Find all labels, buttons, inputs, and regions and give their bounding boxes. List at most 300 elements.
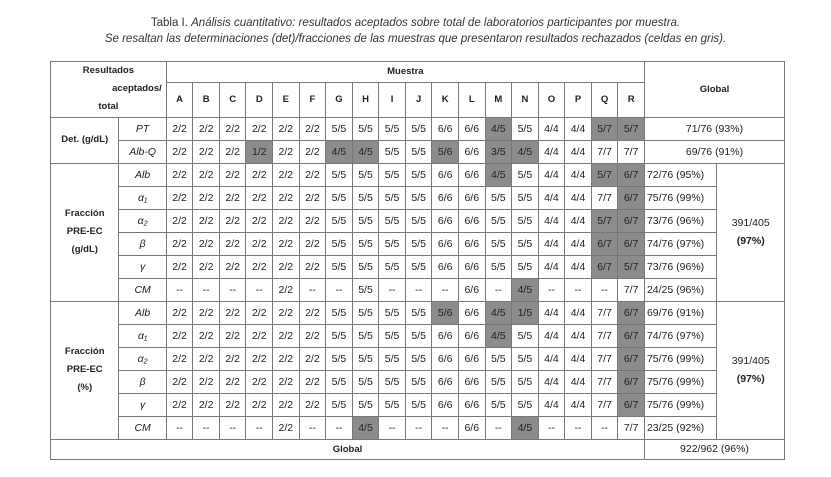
result-cell: 4/5 <box>485 324 512 347</box>
result-cell: 5/5 <box>326 209 353 232</box>
result-cell: 6/6 <box>458 232 485 255</box>
result-cell: 5/5 <box>405 117 432 140</box>
footer-row <box>51 439 785 459</box>
header-row-1 <box>51 62 785 83</box>
row-sublabel: α₂ <box>119 347 166 370</box>
result-cell: -- <box>326 278 353 301</box>
row-global-percent: (99%) <box>676 191 705 204</box>
section-label <box>51 117 119 163</box>
result-cell: 6/6 <box>458 163 485 186</box>
footer-global-cell <box>644 439 784 459</box>
row-global-cell <box>644 209 716 232</box>
row-global-percent: (99%) <box>676 398 705 411</box>
result-cell: -- <box>219 416 246 439</box>
sample-header: P <box>565 82 592 117</box>
result-cell: 2/2 <box>273 117 300 140</box>
sample-header: C <box>219 82 246 117</box>
row-global-value: 75/76 <box>646 352 677 365</box>
row-global-cell <box>644 416 716 439</box>
table-row <box>51 301 785 324</box>
result-cell: 5/5 <box>352 278 379 301</box>
row-global-value: 75/76 <box>646 191 677 204</box>
row-global-value: 75/76 <box>646 398 677 411</box>
result-cell: 2/2 <box>219 209 246 232</box>
result-cell: 4/5 <box>512 140 539 163</box>
result-cell: 6/7 <box>618 301 645 324</box>
section-label <box>51 163 119 301</box>
section-label-line: Fracción <box>64 346 105 358</box>
result-cell: 5/5 <box>512 163 539 186</box>
result-cell: 2/2 <box>193 117 220 140</box>
result-cell: 5/5 <box>379 255 406 278</box>
result-cell: 2/2 <box>246 163 273 186</box>
section-label-line: PRE-EC <box>66 364 103 376</box>
result-cell: 5/7 <box>618 117 645 140</box>
result-cell: 2/2 <box>166 255 193 278</box>
result-cell: 6/7 <box>618 232 645 255</box>
row-sublabel: CM <box>119 416 166 439</box>
table-row <box>51 186 785 209</box>
result-cell: 2/2 <box>193 370 220 393</box>
result-cell: 7/7 <box>618 278 645 301</box>
result-cell: 6/7 <box>618 186 645 209</box>
result-cell: 2/2 <box>299 209 326 232</box>
result-cell: 5/7 <box>591 117 618 140</box>
result-cell: 2/2 <box>219 324 246 347</box>
result-cell: 5/6 <box>432 301 459 324</box>
row-global-percent: (99%) <box>676 375 705 388</box>
result-cell: 4/4 <box>538 255 565 278</box>
result-cell: -- <box>379 416 406 439</box>
row-sublabel: α₁ <box>119 186 166 209</box>
row-global-percent: (97%) <box>676 329 705 342</box>
result-cell: 4/5 <box>512 278 539 301</box>
row-global-percent: (97%) <box>676 237 705 250</box>
result-cell: 5/5 <box>352 301 379 324</box>
result-cell: 2/2 <box>299 255 326 278</box>
result-cell: -- <box>591 416 618 439</box>
table-row <box>51 416 785 439</box>
result-cell: 5/5 <box>405 186 432 209</box>
result-cell: 4/4 <box>565 186 592 209</box>
result-cell: 5/5 <box>485 186 512 209</box>
result-cell: 2/2 <box>193 347 220 370</box>
result-cell: 5/5 <box>485 232 512 255</box>
result-cell: 2/2 <box>299 370 326 393</box>
result-cell: 4/4 <box>538 232 565 255</box>
result-cell: 5/5 <box>512 393 539 416</box>
result-cell: 2/2 <box>219 255 246 278</box>
row-global-percent: (96%) <box>676 283 705 296</box>
row-global-value: 73/76 <box>646 214 677 227</box>
sample-header: J <box>405 82 432 117</box>
result-cell: 5/5 <box>326 324 353 347</box>
sample-header: R <box>618 82 645 117</box>
result-cell: 5/5 <box>512 324 539 347</box>
result-cell: 2/2 <box>193 301 220 324</box>
result-cell: 6/6 <box>432 186 459 209</box>
result-cell: 5/5 <box>379 186 406 209</box>
result-cell: 5/5 <box>379 140 406 163</box>
result-cell: -- <box>193 278 220 301</box>
result-cell: 4/5 <box>485 117 512 140</box>
result-cell: 2/2 <box>273 301 300 324</box>
result-cell: 5/7 <box>618 255 645 278</box>
result-cell: 4/4 <box>538 140 565 163</box>
result-cell: 4/4 <box>538 324 565 347</box>
row-global-cell <box>644 232 716 255</box>
footer-global-percent: (96%) <box>720 443 749 456</box>
result-cell: 4/4 <box>538 370 565 393</box>
result-cell: 2/2 <box>273 232 300 255</box>
result-cell: 5/5 <box>326 186 353 209</box>
caption-prefix: Tabla I. <box>150 17 192 29</box>
result-cell: 7/7 <box>591 393 618 416</box>
row-global-cell <box>644 278 716 301</box>
result-cell: 5/5 <box>352 186 379 209</box>
section-label-line: Det. (g/dL) <box>61 134 109 146</box>
result-cell: -- <box>432 278 459 301</box>
result-cell: -- <box>166 278 193 301</box>
row-sublabel: β <box>119 232 166 255</box>
result-cell: 4/4 <box>538 301 565 324</box>
row-sublabel: Alb-Q <box>119 140 166 163</box>
result-cell: 5/5 <box>512 347 539 370</box>
result-cell: 5/5 <box>352 209 379 232</box>
result-cell: 5/5 <box>352 347 379 370</box>
result-cell: 5/5 <box>405 370 432 393</box>
result-cell: 2/2 <box>273 278 300 301</box>
result-cell: 5/5 <box>379 163 406 186</box>
result-cell: 5/5 <box>512 255 539 278</box>
result-cell: 2/2 <box>246 209 273 232</box>
result-cell: -- <box>193 416 220 439</box>
corner-header-line: total <box>98 101 119 113</box>
result-cell: 4/4 <box>565 209 592 232</box>
result-cell: 2/2 <box>273 186 300 209</box>
result-cell: 5/5 <box>326 232 353 255</box>
result-cell: 2/2 <box>299 117 326 140</box>
result-cell: 5/5 <box>379 370 406 393</box>
result-cell: 6/6 <box>458 186 485 209</box>
result-cell: 5/5 <box>512 232 539 255</box>
result-cell: 4/5 <box>352 416 379 439</box>
section-total-cell <box>717 163 785 301</box>
result-cell: 5/5 <box>352 232 379 255</box>
result-cell: 5/5 <box>326 347 353 370</box>
result-cell: -- <box>246 416 273 439</box>
result-cell: 6/6 <box>458 370 485 393</box>
caption-line-1 <box>0 15 831 31</box>
result-cell: 6/6 <box>432 232 459 255</box>
result-cell: 5/5 <box>379 232 406 255</box>
result-cell: 6/6 <box>432 370 459 393</box>
result-cell: 5/5 <box>326 370 353 393</box>
result-cell: 6/6 <box>432 324 459 347</box>
section-total-percent: (97%) <box>736 235 765 248</box>
result-cell: 2/2 <box>219 140 246 163</box>
row-global-cell <box>644 347 716 370</box>
result-cell: 5/5 <box>326 117 353 140</box>
result-cell: 2/2 <box>246 370 273 393</box>
sample-header: E <box>273 82 300 117</box>
result-cell: 6/6 <box>458 416 485 439</box>
result-cell: 5/5 <box>485 255 512 278</box>
result-cell: -- <box>591 278 618 301</box>
row-global-percent: (93%) <box>715 122 744 135</box>
result-cell: 2/2 <box>273 393 300 416</box>
result-cell: 2/2 <box>299 347 326 370</box>
result-cell: -- <box>326 416 353 439</box>
global-header: Global <box>644 62 784 118</box>
result-cell: 5/5 <box>326 301 353 324</box>
result-cell: 6/6 <box>458 347 485 370</box>
result-cell: 7/7 <box>591 324 618 347</box>
result-cell: 2/2 <box>246 117 273 140</box>
result-cell: 5/5 <box>379 347 406 370</box>
result-cell: 5/5 <box>512 186 539 209</box>
row-sublabel: CM <box>119 278 166 301</box>
result-cell: 2/2 <box>166 209 193 232</box>
sample-header: B <box>193 82 220 117</box>
row-global-cell <box>644 393 716 416</box>
result-cell: 4/5 <box>485 163 512 186</box>
row-global-value: 75/76 <box>646 375 677 388</box>
table-row <box>51 347 785 370</box>
result-cell: 2/2 <box>299 324 326 347</box>
result-cell: 6/6 <box>458 255 485 278</box>
sample-header: K <box>432 82 459 117</box>
result-cell: 5/5 <box>405 301 432 324</box>
result-cell: 5/5 <box>326 255 353 278</box>
result-cell: 6/6 <box>432 163 459 186</box>
result-cell: 6/6 <box>458 209 485 232</box>
result-cell: 7/7 <box>591 186 618 209</box>
result-cell: 7/7 <box>618 140 645 163</box>
table-row <box>51 209 785 232</box>
row-global-value: 73/76 <box>646 260 677 273</box>
sample-header: F <box>299 82 326 117</box>
row-global-percent: (92%) <box>676 421 705 434</box>
result-cell: 5/5 <box>352 370 379 393</box>
section-label-line: (g/dL) <box>71 244 98 256</box>
result-cell: 6/6 <box>432 255 459 278</box>
result-cell: 2/2 <box>166 370 193 393</box>
result-cell: -- <box>299 278 326 301</box>
result-cell: 2/2 <box>299 140 326 163</box>
result-cell: -- <box>246 278 273 301</box>
result-cell: 5/5 <box>379 393 406 416</box>
result-cell: 6/7 <box>618 163 645 186</box>
sample-header: G <box>326 82 353 117</box>
table-row <box>51 370 785 393</box>
result-cell: 5/5 <box>405 324 432 347</box>
corner-header <box>51 62 167 118</box>
result-cell: 6/7 <box>618 370 645 393</box>
row-sublabel: β <box>119 370 166 393</box>
corner-header-line: aceptados/ <box>112 83 162 95</box>
result-cell: 5/5 <box>352 255 379 278</box>
result-cell: 2/2 <box>299 163 326 186</box>
row-sublabel: Alb <box>119 163 166 186</box>
table-row <box>51 163 785 186</box>
row-global-value: 24/25 <box>646 283 677 296</box>
result-cell: 5/5 <box>485 209 512 232</box>
result-cell: 6/7 <box>618 209 645 232</box>
footer-label: Global <box>51 439 645 459</box>
result-cell: 2/2 <box>219 163 246 186</box>
result-cell: 2/2 <box>193 209 220 232</box>
result-cell: 2/2 <box>273 140 300 163</box>
result-cell: 4/4 <box>565 232 592 255</box>
section-label-line: Fracción <box>64 208 105 220</box>
result-cell: 6/7 <box>618 324 645 347</box>
row-sublabel: PT <box>119 117 166 140</box>
result-cell: 6/7 <box>591 232 618 255</box>
row-global-value: 74/76 <box>646 237 677 250</box>
result-cell: 5/5 <box>352 163 379 186</box>
row-global-value: 71/76 <box>685 122 716 135</box>
sample-header: M <box>485 82 512 117</box>
result-cell: 2/2 <box>273 209 300 232</box>
result-cell: 5/5 <box>485 370 512 393</box>
result-cell: 4/4 <box>565 393 592 416</box>
section-label <box>51 301 119 439</box>
sample-header: A <box>166 82 193 117</box>
result-cell: 5/5 <box>485 347 512 370</box>
result-cell: 5/5 <box>405 393 432 416</box>
result-cell: 4/4 <box>565 301 592 324</box>
result-cell: -- <box>485 278 512 301</box>
sample-header: H <box>352 82 379 117</box>
caption-line-2 <box>0 31 831 47</box>
muestra-header: Muestra <box>166 62 644 83</box>
result-cell: 5/5 <box>352 393 379 416</box>
row-sublabel: γ <box>119 255 166 278</box>
result-cell: -- <box>538 278 565 301</box>
result-cell: -- <box>405 278 432 301</box>
result-cell: 6/6 <box>458 393 485 416</box>
result-cell: 2/2 <box>273 324 300 347</box>
result-cell: 7/7 <box>618 416 645 439</box>
row-global-cell <box>644 186 716 209</box>
result-cell: 2/2 <box>273 370 300 393</box>
result-cell: 2/2 <box>273 163 300 186</box>
result-cell: 2/2 <box>273 255 300 278</box>
result-cell: 2/2 <box>193 163 220 186</box>
result-cell: 2/2 <box>193 324 220 347</box>
row-sublabel: γ <box>119 393 166 416</box>
result-cell: 5/5 <box>405 255 432 278</box>
result-cell: 5/7 <box>591 163 618 186</box>
result-cell: 2/2 <box>166 324 193 347</box>
result-cell: 7/7 <box>591 140 618 163</box>
result-cell: 4/4 <box>538 186 565 209</box>
result-cell: 5/5 <box>379 209 406 232</box>
section-label-line: (%) <box>77 382 93 394</box>
table-row <box>51 232 785 255</box>
sample-header: Q <box>591 82 618 117</box>
table-row <box>51 140 785 163</box>
result-cell: 4/4 <box>565 347 592 370</box>
result-cell: 6/6 <box>458 117 485 140</box>
row-sublabel: α₁ <box>119 324 166 347</box>
result-cell: 2/2 <box>166 232 193 255</box>
result-cell: 2/2 <box>273 416 300 439</box>
result-cell: 5/7 <box>591 209 618 232</box>
result-cell: 4/5 <box>512 416 539 439</box>
result-cell: 2/2 <box>193 140 220 163</box>
result-cell: -- <box>405 416 432 439</box>
results-table <box>50 61 785 460</box>
result-cell: 4/4 <box>538 347 565 370</box>
result-cell: -- <box>485 416 512 439</box>
result-cell: 5/5 <box>405 347 432 370</box>
result-cell: 5/5 <box>485 393 512 416</box>
result-cell: 7/7 <box>591 347 618 370</box>
row-global-value: 69/76 <box>685 145 716 158</box>
result-cell: 5/5 <box>379 324 406 347</box>
result-cell: 2/2 <box>299 301 326 324</box>
result-cell: 4/5 <box>326 140 353 163</box>
result-cell: 2/2 <box>246 324 273 347</box>
result-cell: 4/5 <box>485 301 512 324</box>
sample-header: D <box>246 82 273 117</box>
caption-line-2-text: Se resaltan las determinaciones (det)/fracciones de las muestras que presentaron resultados rechazados (celdas en gris). <box>104 33 727 45</box>
result-cell: -- <box>432 416 459 439</box>
result-cell: 2/2 <box>166 393 193 416</box>
result-cell: 7/7 <box>591 370 618 393</box>
caption-line-1-text: Análisis cuantitativo: resultados aceptados sobre total de laboratorios participantes por muestra. <box>191 17 681 29</box>
corner-header-line: Resultados <box>82 65 134 77</box>
result-cell: 4/4 <box>565 324 592 347</box>
result-cell: 2/2 <box>246 301 273 324</box>
result-cell: -- <box>219 278 246 301</box>
row-global-percent: (99%) <box>676 352 705 365</box>
result-cell: 6/6 <box>458 324 485 347</box>
result-cell: 4/4 <box>565 117 592 140</box>
footer-global-value: 922/962 <box>680 443 721 456</box>
result-cell: 4/4 <box>565 370 592 393</box>
result-cell: 2/2 <box>166 163 193 186</box>
result-cell: 6/6 <box>458 301 485 324</box>
table-row <box>51 324 785 347</box>
section-total-value: 391/405 <box>731 217 770 230</box>
result-cell: 5/5 <box>405 163 432 186</box>
result-cell: 2/2 <box>246 255 273 278</box>
result-cell: 2/2 <box>219 117 246 140</box>
result-cell: 2/2 <box>299 232 326 255</box>
result-cell: 2/2 <box>219 301 246 324</box>
result-cell: 5/5 <box>379 117 406 140</box>
result-cell: 2/2 <box>193 232 220 255</box>
result-cell: 6/6 <box>432 347 459 370</box>
sample-header: L <box>458 82 485 117</box>
result-cell: 5/5 <box>326 393 353 416</box>
row-global-percent: (95%) <box>676 168 705 181</box>
result-cell: 5/5 <box>379 301 406 324</box>
result-cell: 2/2 <box>166 301 193 324</box>
sample-header: O <box>538 82 565 117</box>
result-cell: 2/2 <box>273 347 300 370</box>
row-global-percent: (96%) <box>676 260 705 273</box>
result-cell: 4/4 <box>538 209 565 232</box>
section-label-line: PRE-EC <box>66 226 103 238</box>
sample-header: I <box>379 82 406 117</box>
result-cell: 5/5 <box>352 117 379 140</box>
result-cell: -- <box>565 416 592 439</box>
result-cell: 2/2 <box>246 232 273 255</box>
